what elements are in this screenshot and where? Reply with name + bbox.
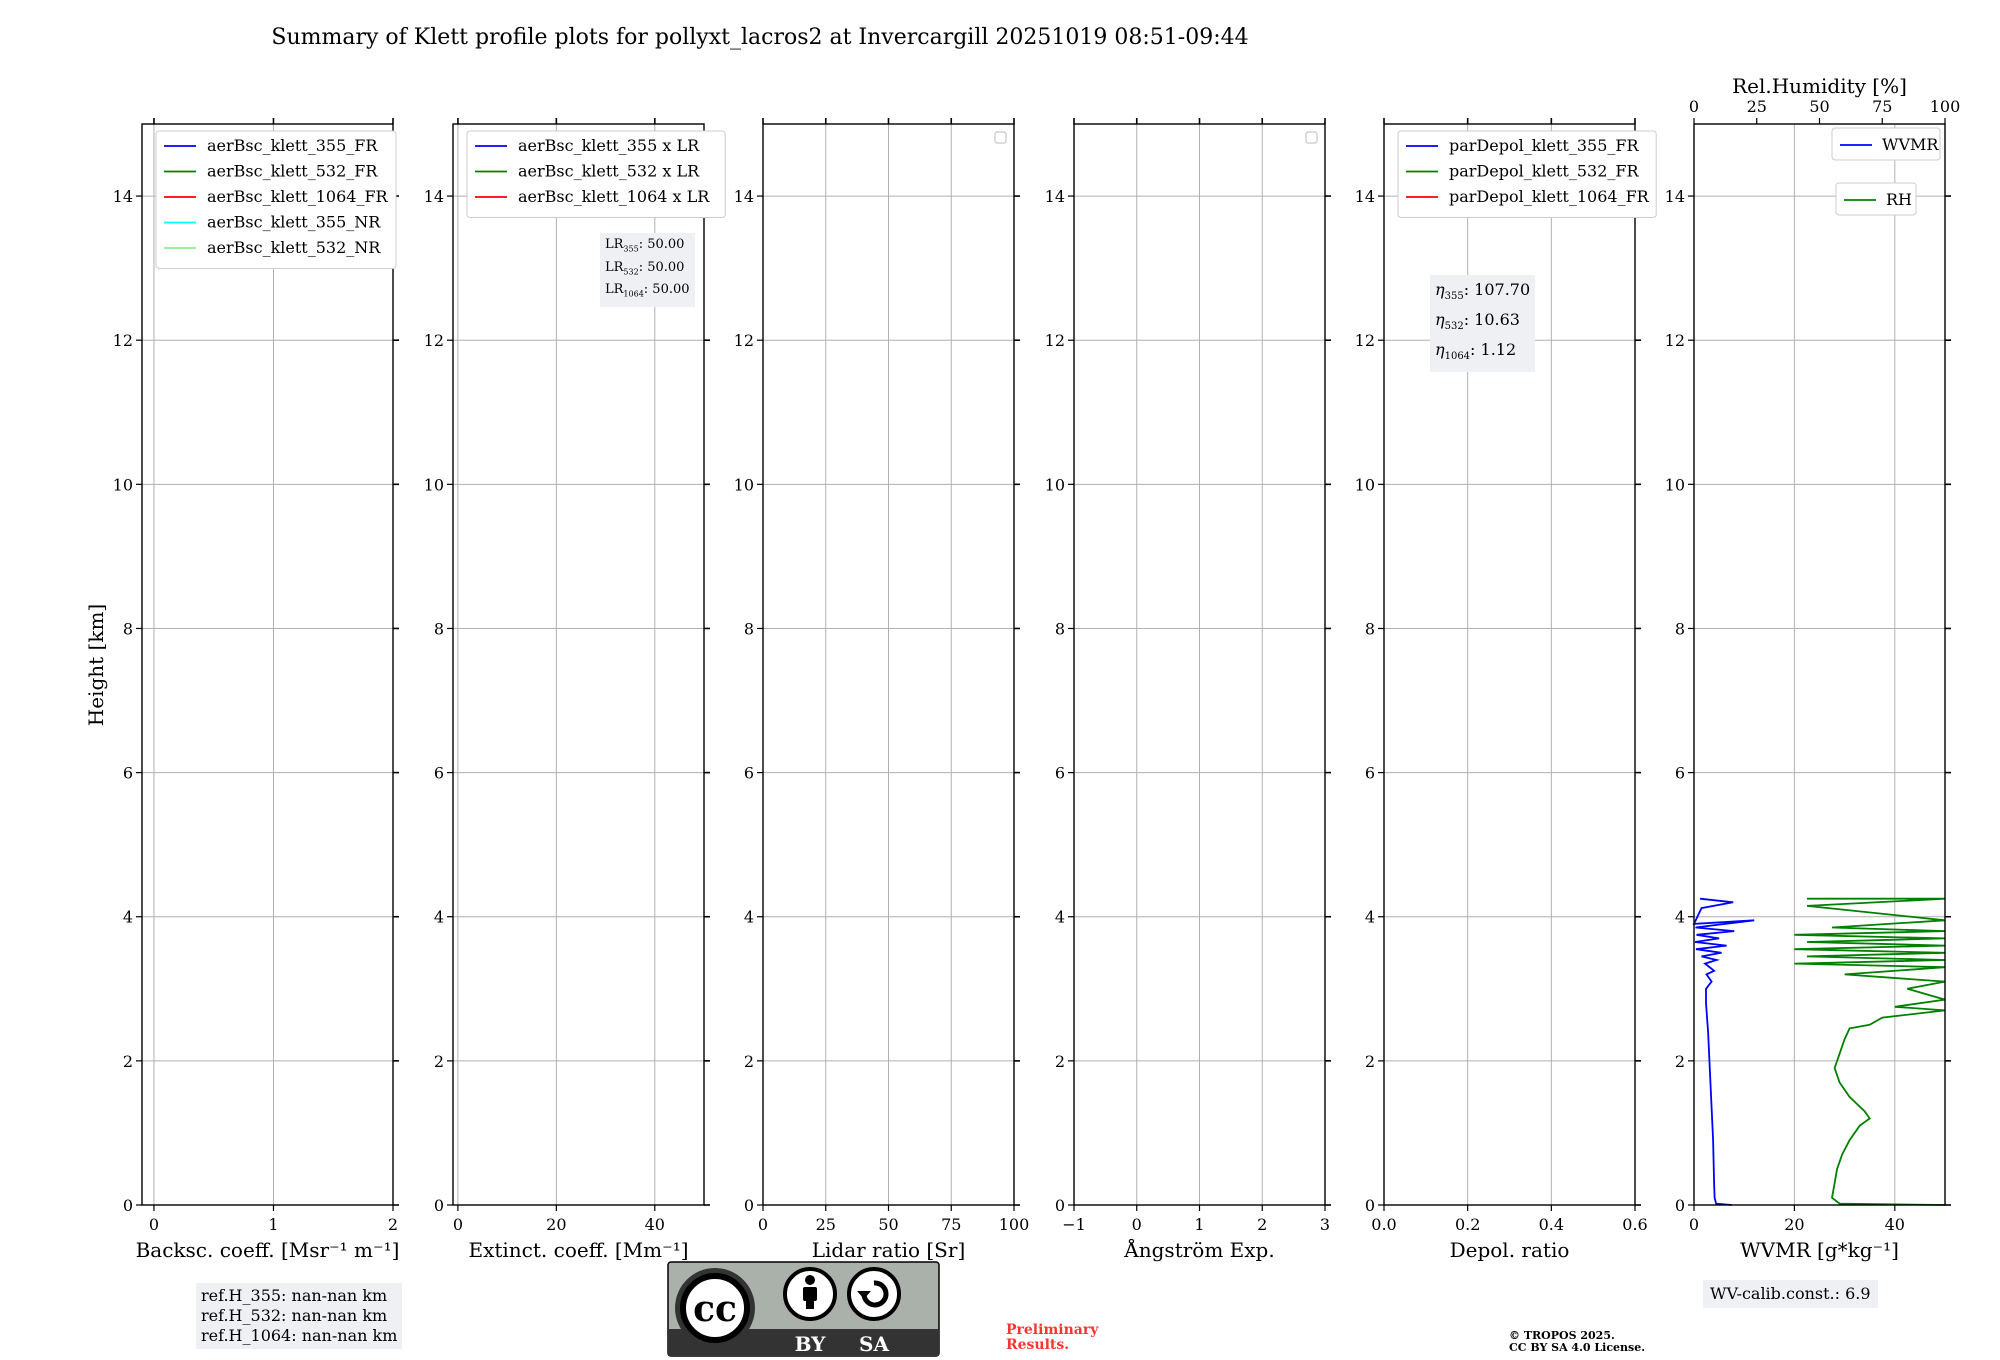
eta1064-value: 1.12 <box>1480 340 1517 360</box>
panel-3 <box>734 118 1030 1262</box>
badge-sa-text: SA <box>859 1332 889 1356</box>
x-axis-label: Backsc. coeff. [Msr⁻¹ m⁻¹] <box>135 1238 400 1262</box>
y-tick-label: 4 <box>1054 907 1065 927</box>
panel-1 <box>113 118 400 1262</box>
series-line-wvmr <box>1694 899 1754 1205</box>
x2-tick-label: 50 <box>1809 97 1830 116</box>
y-tick-label: 14 <box>1664 187 1685 207</box>
y-tick-label: 12 <box>1354 331 1375 351</box>
y-tick-label: 2 <box>433 1051 444 1071</box>
badge-cc-text: cc <box>693 1288 737 1330</box>
y-tick-label: 4 <box>433 907 444 927</box>
y-tick-label: 2 <box>1054 1051 1065 1071</box>
x-tick-label: 0.4 <box>1538 1215 1565 1234</box>
y-tick-label: 0 <box>743 1196 754 1215</box>
legend-entry: parDepol_klett_355_FR <box>1449 136 1639 155</box>
y-tick-label: 6 <box>1364 763 1375 783</box>
eta355-line: $\eta_{355}$: 107.70 <box>1435 280 1531 303</box>
x2-tick-label: 25 <box>1746 97 1767 116</box>
y-tick-label: 0 <box>1364 1196 1375 1215</box>
legend-entry: aerBsc_klett_1064 x LR <box>518 187 710 206</box>
x-tick-label: 50 <box>878 1215 899 1234</box>
y-axis-label: Height [km] <box>84 603 108 727</box>
legend-entry: aerBsc_klett_532_FR <box>207 161 378 181</box>
x-tick-label: 0.0 <box>1371 1215 1397 1234</box>
lidar-ratio-box <box>600 233 695 307</box>
legend-entry: aerBsc_klett_532_NR <box>207 238 381 257</box>
axes-frame <box>142 124 393 1205</box>
x-tick-label: 20 <box>1784 1215 1805 1234</box>
x-tick-label: 25 <box>815 1215 836 1234</box>
x-tick-label: 0 <box>1688 1215 1700 1234</box>
x-tick-label: 2 <box>387 1215 399 1234</box>
by-attribution-icon <box>785 1269 835 1319</box>
legend-entry: aerBsc_klett_355_FR <box>207 136 378 155</box>
empty-legend-icon <box>1306 132 1317 143</box>
wv-calib-box: WV-calib.const.: 6.9 <box>1703 1280 1878 1308</box>
y-tick-label: 0 <box>122 1196 133 1215</box>
lr532-line: $LR_{532}$: 50.00 <box>605 259 685 277</box>
y-tick-label: 14 <box>1354 187 1375 207</box>
eta532-line: $\eta_{532}$: 10.63 <box>1435 310 1520 333</box>
legend-entry: WVMR <box>1882 135 1939 154</box>
x-tick-label: 0 <box>757 1215 769 1234</box>
license-badge <box>668 1262 939 1356</box>
x-tick-label: 40 <box>644 1215 665 1234</box>
x-tick-label: 0.2 <box>1454 1215 1481 1234</box>
preliminary-line-2: Results. <box>1006 1337 1070 1353</box>
y-tick-label: 0 <box>1054 1196 1065 1215</box>
y-tick-label: 14 <box>733 187 754 207</box>
y-tick-label: 2 <box>1674 1051 1685 1071</box>
ref-height-box <box>196 1283 402 1349</box>
panel-6 <box>1665 74 1961 1262</box>
x2-tick-label: 75 <box>1872 97 1893 116</box>
y-tick-label: 14 <box>1044 187 1065 207</box>
x2-axis-label: Rel.Humidity [%] <box>1732 74 1907 98</box>
y-tick-label: 4 <box>743 907 754 927</box>
x2-tick-label: 0 <box>1688 97 1700 116</box>
lr1064-value: 50.00 <box>652 282 690 298</box>
y-tick-label: 2 <box>122 1051 133 1071</box>
y-tick-label: 8 <box>122 619 133 639</box>
y-tick-label: 8 <box>743 619 754 639</box>
y-tick-label: 0 <box>1674 1196 1685 1215</box>
eta1064-line: $\eta_{1064}$: 1.12 <box>1435 340 1517 363</box>
lr355-value: 50.00 <box>647 237 685 252</box>
eta532-value: 10.63 <box>1474 310 1520 330</box>
y-tick-label: 6 <box>1054 763 1065 783</box>
legend-entry: RH <box>1886 190 1912 209</box>
y-tick-label: 6 <box>1674 763 1685 783</box>
figure-title: Summary of Klett profile plots for pollyxt_lacros2 at Invercargill 20251019 08:51-09:44 <box>271 25 1249 50</box>
y-tick-label: 4 <box>122 907 133 927</box>
y-tick-label: 10 <box>1664 475 1685 495</box>
y-tick-label: 14 <box>112 187 133 207</box>
y-tick-label: 8 <box>433 619 444 639</box>
x-tick-label: 0 <box>452 1215 464 1234</box>
y-tick-label: 10 <box>1354 475 1375 495</box>
x-axis-label: WVMR [g*kg⁻¹] <box>1740 1238 1899 1262</box>
y-tick-label: 6 <box>433 763 444 783</box>
x-tick-label: 0 <box>148 1215 160 1234</box>
x-axis-label: Depol. ratio <box>1449 1238 1570 1262</box>
y-tick-label: 12 <box>733 331 754 351</box>
panels <box>113 74 1961 1262</box>
badge-by-text: BY <box>794 1332 826 1356</box>
y-tick-label: 4 <box>1364 907 1375 927</box>
y-tick-label: 10 <box>1044 475 1065 495</box>
x-axis-label: Extinct. coeff. [Mm⁻¹] <box>468 1238 689 1262</box>
y-tick-label: 8 <box>1674 619 1685 639</box>
copyright-line-2: CC BY SA 4.0 License. <box>1509 1341 1646 1354</box>
y-tick-label: 6 <box>122 763 133 783</box>
x-tick-label: 20 <box>546 1215 567 1234</box>
lr532-value: 50.00 <box>647 259 685 275</box>
y-tick-label: 6 <box>743 763 754 783</box>
x-tick-label: 1 <box>1194 1215 1205 1234</box>
y-tick-label: 4 <box>1674 907 1685 927</box>
legend-entry: aerBsc_klett_532 x LR <box>518 161 700 181</box>
y-tick-label: 8 <box>1364 619 1375 639</box>
y-tick-label: 2 <box>743 1051 754 1071</box>
empty-legend-icon <box>995 132 1006 143</box>
y-tick-label: 2 <box>1364 1051 1375 1071</box>
ref-height-1064: ref.H_1064: nan-nan km <box>201 1326 398 1345</box>
preliminary-line-1: Preliminary <box>1006 1322 1099 1338</box>
y-tick-label: 14 <box>423 187 444 207</box>
x-axis-label: Ångström Exp. <box>1124 1238 1275 1262</box>
eta355-value: 107.70 <box>1474 280 1531 299</box>
y-tick-label: 10 <box>733 475 754 495</box>
legend-entry: parDepol_klett_532_FR <box>1449 161 1639 181</box>
x-tick-label: 0.6 <box>1622 1215 1648 1234</box>
panel-4 <box>1045 118 1331 1262</box>
copyright-line-1: © TROPOS 2025. <box>1509 1329 1615 1342</box>
series-line-rh <box>1794 899 1945 1205</box>
ref-height-355: ref.H_355: nan-nan km <box>201 1286 388 1305</box>
y-tick-label: 12 <box>1044 331 1065 351</box>
axes-frame <box>1694 124 1945 1205</box>
y-tick-label: 10 <box>423 475 444 495</box>
legend-entry: aerBsc_klett_1064_FR <box>207 187 388 206</box>
lr1064-line: $LR_{1064}$: 50.00 <box>605 282 690 299</box>
cc-logo-icon <box>675 1268 755 1348</box>
x-tick-label: 1 <box>268 1215 279 1234</box>
eta-box <box>1430 275 1535 372</box>
x-tick-label: −1 <box>1062 1215 1086 1234</box>
y-tick-label: 12 <box>1664 331 1685 351</box>
x-tick-label: 100 <box>998 1215 1030 1234</box>
x-tick-label: 3 <box>1319 1215 1331 1234</box>
x-axis-label: Lidar ratio [Sr] <box>811 1238 966 1262</box>
y-tick-label: 12 <box>423 331 444 351</box>
legend-entry: parDepol_klett_1064_FR <box>1449 187 1649 206</box>
legend-entry: aerBsc_klett_355_NR <box>207 212 381 232</box>
y-tick-label: 0 <box>433 1196 444 1215</box>
y-tick-label: 10 <box>112 475 133 495</box>
legend-entry: aerBsc_klett_355 x LR <box>518 136 700 155</box>
x-tick-label: 0 <box>1131 1215 1142 1234</box>
sa-sharealike-icon <box>849 1269 899 1319</box>
ref-height-532: ref.H_532: nan-nan km <box>201 1306 388 1325</box>
x-tick-label: 2 <box>1257 1215 1268 1234</box>
x-tick-label: 75 <box>941 1215 962 1234</box>
y-tick-label: 8 <box>1054 619 1065 639</box>
lr355-line: $LR_{355}$: 50.00 <box>605 237 685 254</box>
x-tick-label: 40 <box>1884 1215 1905 1234</box>
x2-tick-label: 100 <box>1929 97 1961 116</box>
y-tick-label: 12 <box>112 331 133 351</box>
